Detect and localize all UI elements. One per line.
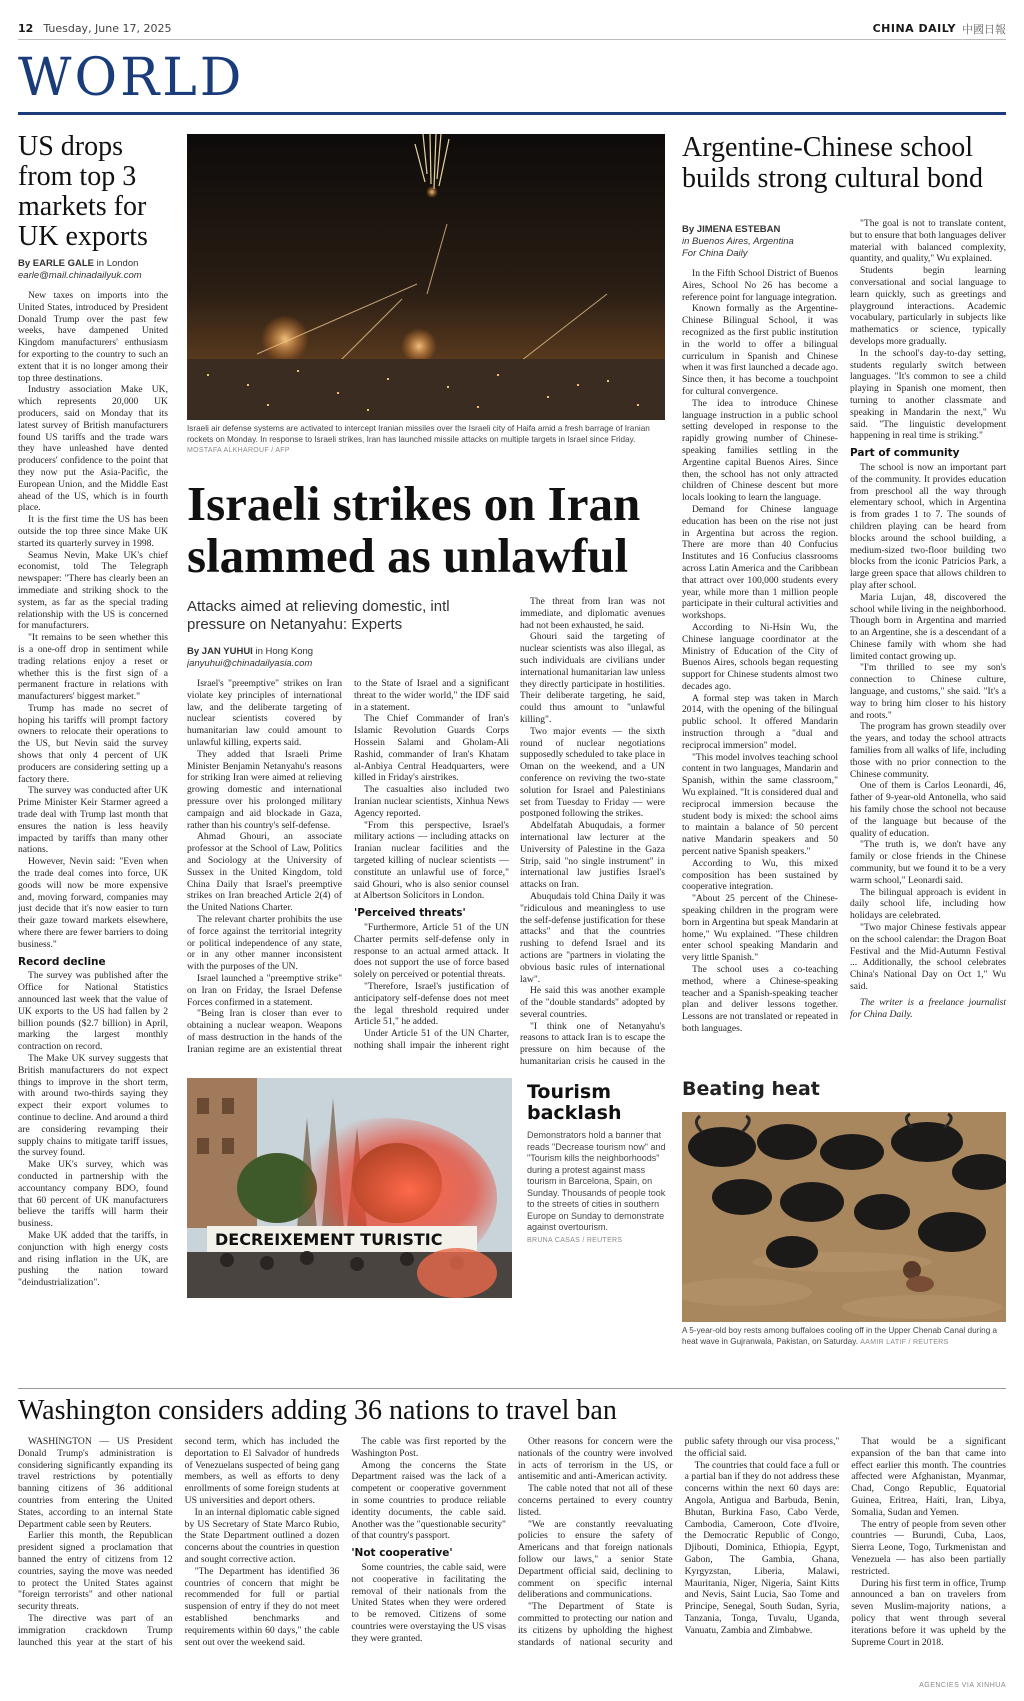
paragraph: Under Article 51 of the UN Charter, nothing shall impair the inherent right — [354, 1028, 509, 1051]
paragraph: Known formally as the Argentine-Chinese Bilingual School, it was recognized as the first public institution in the world to offer a bilingual curriculum in Spanish and Chinese when it was first launched a decade ago. Since then, it has become a touchpoint for cultural convergence. — [682, 303, 838, 397]
paragraph: "I'm thrilled to see my son's connection to Chinese culture, language, and customs," she said. "It's a way to bring him closer to his history and roots." — [850, 662, 1006, 721]
byline-name: By JIMENA ESTEBAN — [682, 224, 781, 235]
heat-photo — [682, 1112, 1006, 1322]
paragraph: Israel's "preemptive" strikes on Iran violate key principles of international law, and the deliberate targeting of nuclear scientists covered by humanitarian law could amount to unlawful killing, experts said. — [187, 678, 342, 748]
paragraph: Some countries, the cable said, were not cooperative in facilitating the removal of their nationals from the United States when they were ordered to be removed. Citizens of some countries were overstaying the US visas they were granted. — [351, 1561, 506, 1644]
paragraph: Ahmad Ghouri, an associate professor at the School of Law, Politics and Sociology at the University of Sussex in the United Kingdom, told China Daily that Israel's preemptive strikes on Iran breached Article 2(4) of the United Nations Charter. — [187, 831, 342, 914]
paragraph: "About 25 percent of the Chinese-speaking children in the program were born in Argentina but speak Mandarin at home," Wu explained. "These children enter school speaking Mandarin and very little Spanish." — [682, 893, 838, 964]
paragraph: Earlier this month, the Republican president signed a proclamation that banned the entry of citizens from 12 countries, saying the move was needed to protect the United States against "foreign terrorists" and other national security threats. — [18, 1530, 173, 1613]
paragraph: The cable was first reported by the Washington Post. — [351, 1436, 506, 1459]
paragraph: WASHINGTON — US President Donald Trump's administration is considering significantly expanding its travel restrictions by potentially banning citizens of 36 additional countries from entering the United States, according to an internal State Department cable seen by Reuters. — [18, 1436, 173, 1530]
byline-email: janyuhui@chinadailyasia.com — [187, 658, 313, 669]
lead-headline: Israeli strikes on Iran slammed as unlawful — [187, 476, 641, 583]
paragraph: According to Wu, this mixed composition has been sustained by cooperative integration. — [682, 857, 838, 893]
left-story — [18, 132, 168, 1508]
paragraph: The threat from Iran was not immediate, and diplomatic avenues had not been exhausted, he said. — [520, 596, 665, 631]
paragraph: Trump has made no secret of hoping his tariffs will prompt factory owners to relocate their operations to the US, but Nevin said the survey shows that only 4 percent of UK producers are considering setting up a factory there. — [18, 702, 168, 785]
tourism-title: Tourism backlash — [527, 1081, 622, 1124]
paragraph: "The goal is not to translate content, but to ensure that both languages deliver material with balanced complexity, quantity, and quality," Wu explained. — [850, 218, 1006, 265]
paragraph: He said this was another example of the "double standards" adopted by several countries. — [520, 985, 665, 1020]
heat-title: Beating heat — [682, 1078, 820, 1100]
paragraph: The Chief Commander of Iran's Islamic Revolution Guards Corps Hossein Salami and Gholam-Ali Rashid, commander of Iran's Khatam al-Anbiya Central Headquarters, were killed in Friday's airstrikes. — [354, 713, 509, 784]
tourism-sidebar — [527, 1082, 667, 1246]
paragraph: The program has grown steadily over the years, and today the school attracts families from all walks of life, including those with no prior connection to the Chinese community. — [850, 721, 1006, 780]
photo-credit: AAMIR LATIF / REUTERS — [860, 1338, 949, 1346]
paragraph: Make UK's survey, which was conducted in partnership with the accountancy company BDO, found that 60 percent of UK manufacturers believe the tariffs will harm their business. — [18, 1159, 168, 1230]
paragraph: Abuqudais told China Daily it was "ridiculous and meaningless to use the self-defense justification for these attacks" and that the countries rushing to defend Israel and its actions are "partners in violating the obvious basic rules of international law". — [520, 890, 665, 985]
paragraph: The relevant charter prohibits the use of force against the territorial integrity or political independence of any state, or in any other manner inconsistent with the purposes of the UN. — [187, 913, 342, 973]
buffaloes-canal-photo — [682, 1112, 1006, 1322]
lead-story-body — [187, 640, 509, 1060]
paragraph: A formal step was taken in March 2014, with the opening of the bilingual public school. It offered Mandarin instruction through a "dual and reciprocal immersion" model. — [682, 692, 838, 751]
section-title: WORLD — [18, 48, 245, 108]
barcelona-protest-photo — [187, 1078, 512, 1298]
paragraph: The survey was published after the Office for National Statistics announced last week that the value of UK exports to the US had fallen by 2 billion pounds ($2.7 billion) in April, marking the largest monthly contraction on record. — [18, 970, 168, 1053]
page-header — [18, 18, 1006, 40]
heat-caption — [682, 1326, 1006, 1348]
byline-place: in Buenos Aires, Argentina — [682, 236, 794, 247]
paragraph: Two major events — the sixth round of nuclear negotiations supposedly scheduled to take place in Oman on the weekend, and a UN conference on reviving the two-state solution for Israel and Palestinians set from Tuesday to Friday — were postponed following the strikes. — [520, 725, 665, 820]
travel-headline: Washington considers adding 36 nations to travel ban — [18, 1395, 617, 1426]
paragraph: They added that Israeli Prime Minister Benjamin Netanyahu's reasons for striking Iran were aimed at relieving growing domestic and international pressure over his prolonged military campaign and aid blockade in Gaza, rather than his country's self-defense. — [187, 748, 342, 831]
paragraph: New taxes on imports into the United States, introduced by President Donald Trump over the past few weeks, have dampened United Kingdom manufacturers' enthusiasm for exporting to the country to such an extent that it is no longer among their top three destinations. — [18, 290, 168, 384]
paragraph: Seamus Nevin, Make UK's chief economist, told The Telegraph newspaper: "There has clearly been an immediate and striking shock to the system, as far as the special trading relationship with the US is concerned for manufacturers. — [18, 549, 168, 632]
lead-photo-caption — [187, 424, 665, 457]
caption-text: Demonstrators hold a banner that reads "Decrease tourism now" and "Tourism kills the neighborhoods" during a protest against mass tourism in Barcelona, Spain, on Sunday. Thousands of people took to the streets of cities in southern Europe on Sunday to demonstrate against overtourism. — [527, 1130, 666, 1232]
paragraph: Israel launched a "preemptive strike" on Iran on Friday, the Israel Defense Forces confirmed in a statement. — [187, 972, 342, 1008]
paragraph: "The Department has identified 36 countries of concern that might be recommended for full or partial suspension of entry if they do not meet established benchmarks and requirements within 60 days," the cable sent out over the weekend said. — [184, 1565, 340, 1648]
page-number: 12 — [18, 22, 34, 35]
paragraph: The bilingual approach is evident in daily school life, including how holidays are celebrated. — [850, 886, 1006, 922]
paragraph: Students begin learning conversational and social language to learn quickly, such as greetings and playground interactions. Academic vocabulary, particularly in subjects like mathematics or science, typically develops more gradually. — [850, 265, 1006, 347]
byline-org: For China Daily — [682, 248, 748, 259]
paragraph: "The Department of State is committed to protecting our nation and its citizens by upholding the highest standards of national security and public safety through our visa process," the official said. — [517, 1436, 840, 1648]
paragraph: One of them is Carlos Leonardi, 46, father of 9-year-old Antonella, who said his family chose the school not because of the language but because of the quality of education. — [850, 780, 1006, 839]
subhead: 'Not cooperative' — [351, 1547, 453, 1560]
lead-story-right-column — [520, 596, 665, 1066]
travel-story-body — [18, 1436, 1006, 1676]
paragraph: "Therefore, Israel's justification of anticipatory self-defense does not meet the legal threshold required under Article 51," he added. — [354, 980, 509, 1028]
paragraph: That would be a significant expansion of the ban that came into effect earlier this month. The countries affected were Afghanistan, Myanmar, Chad, Congo Republic, Equatorial Guinea, Eritrea, Haiti, Iran, Libya, Somalia, Sudan and Yemen. — [851, 1436, 1006, 1518]
lead-byline — [187, 646, 509, 670]
byline-place: in London — [96, 258, 139, 269]
photo-credit: BRUNA CASAS / REUTERS — [527, 1236, 623, 1244]
paragraph: Maria Lujan, 48, discovered the school while living in the neighborhood. Though born in Argentina and married to an Argentine, she is a descendant of a Chinese family with whom she had limited contact growing up. — [850, 591, 1006, 662]
paragraph: Abdelfatah Abuqudais, a former international law lecturer at the University of Palestine in the Gaza Strip, said "no single instrument" in international law justifies Israel's attacks on Iran. — [520, 820, 665, 891]
paragraph: The school is now an important part of the community. It provides education from preschool all the way through elementary school, which in Argentina is from grades 1 to 7. The sounds of children playing can be heard from blocks around the school building, a medium-sized two-floor building two blocks from the iconic Patricios Park, a large green space that allows children to play after school. — [850, 461, 1006, 591]
paragraph: Among the concerns the State Department raised was the lack of a competent or cooperative government in some countries to produce reliable identity documents, the cable said. Another was the "questionable security" of that country's passport. — [351, 1459, 506, 1542]
paragraph: "It remains to be seen whether this is a one-off drop in sentiment while trading relations enjoy a reset or whether this is the first sign of a permanent fracture in relations with manufacturers' biggest market." — [18, 632, 168, 703]
issue-date: Tuesday, June 17, 2025 — [43, 22, 172, 35]
travel-credit: AGENCIES VIA XINHUA — [919, 1682, 1006, 1689]
tourism-caption — [527, 1130, 667, 1246]
paragraph: "This model involves teaching school content in two languages, Mandarin and Spanish, within the same classroom," Wu explained. "It is considered dual and reciprocal immersion because the student body is mixed: the school aims to maintain a balance of 50 percent native Mandarin speakers and 50 percent native Spanish speakers." — [682, 751, 838, 858]
lead-subheadline: Attacks aimed at relieving domestic, intl pressure on Netanyahu: Experts — [187, 598, 450, 633]
paragraph: During his first term in office, Trump announced a ban on travelers from seven Muslim-majority nations, a policy that went through several iterations before it was upheld by the Supreme Court in 2018. — [851, 1577, 1006, 1648]
protest-banner-text: DECREIXEMENT TURISTIC — [215, 1230, 443, 1249]
lead-photo — [187, 134, 665, 420]
lead-story-columns — [187, 678, 509, 1058]
byline-name: By JAN YUHUI — [187, 646, 253, 657]
paragraph: Make UK added that the tariffs, in conjunction with high energy costs and rising inflation in the UK, are pushing the nation toward "deindustrialization". — [18, 1229, 168, 1289]
paragraph: Ghouri said the targeting of nuclear scientists was also illegal, as such individuals are civilians under international humanitarian law unless they directly participate in hostilities. Their deliberate targeting, he said, could thus amount to "unlawful killing". — [520, 631, 665, 725]
brand-name: CHINA DAILY — [872, 22, 956, 35]
subhead: Record decline — [18, 955, 106, 968]
paragraph: In the school's day-to-day setting, students regularly switch between languages. "It's common to see a child playing in Spanish one moment, then turning to another classmate and speaking in Mandarin the next," Wu said. "The linguistic development happening in real time is striking." — [850, 347, 1006, 442]
subhead: Part of community — [850, 447, 960, 460]
right-story — [682, 132, 1006, 194]
paragraph: The school uses a co-teaching method, where a Chinese-speaking teacher and a Spanish-speaking teacher plan and deliver lessons together. Lessons are not translated or repeated in both languages. — [682, 964, 838, 1034]
paragraph: However, Nevin said: "Even when the trade deal comes into force, UK goods will now be more expensive and, moving forward, companies may just decide that it's now easier to turn their gaze toward markets elsewhere, where there are fewer barriers to doing business." — [18, 856, 168, 950]
right-story-body — [682, 218, 1006, 1066]
byline-place: in Hong Kong — [255, 646, 314, 657]
paragraph: The entry of people from seven other countries — Burundi, Cuba, Laos, Sierra Leone, Togo, Turkmenistan and Venezuela — has also been partially restricted. — [851, 1518, 1006, 1577]
paragraph: The Make UK survey suggests that British manufacturers do not expect things to improve in the short term, with around two-thirds saying they expect their export volumes to continue to decline. And around a third are considering revamping their supply chains to mitigate tariff issues, the survey found. — [18, 1053, 168, 1159]
byline-email: earle@mail.chinadailyuk.com — [18, 270, 142, 281]
paragraph: "We are constantly reevaluating policies to ensure the safety of Americans and that foreign nationals follow our laws," a senior State Department official said, declining to comment on specific internal deliberations and communications. — [517, 1518, 673, 1601]
section-divider — [18, 112, 1006, 115]
paragraph: The directive was part of an immigration crackdown Trump launched this year at the start of his second term, which has included the deportation to El Salvador of hundreds of Venezuelans suspected of being gang members, as well as efforts to deny enrollments of some foreign students at US universities and deport others. — [18, 1436, 340, 1648]
paragraph: The casualties also included two Iranian nuclear scientists, Xinhua News Agency reported. — [354, 784, 509, 819]
tourism-photo — [187, 1078, 512, 1298]
left-story-body — [18, 290, 168, 1508]
photo-credit: MOSTAFA ALKHAROUF / AFP — [187, 447, 290, 454]
paragraph: "From this perspective, Israel's military actions — including attacks on Iranian nuclear facilities and the targeted killing of nuclear scientists — constitute an unlawful use of force," said Ghouri, who is also senior counsel at Albertson Solicitors in London. — [354, 819, 509, 902]
paragraph: The survey was conducted after UK Prime Minister Keir Starmer agreed a trade deal with Trump last month that ensures the nation is less heavily impacted by tariffs than many other nations. — [18, 785, 168, 856]
subhead: 'Perceived threats' — [354, 907, 466, 920]
left-story-byline — [18, 258, 168, 282]
byline-name: By EARLE GALE — [18, 258, 95, 269]
paragraph: Industry association Make UK, which represents 20,000 UK producers, said on Monday that its latest survey of British manufacturers found US tariffs and the trade wars they have unleashed have dented producers' confidence to the point that they now put the Asia-Pacific, the European Union, and the Middle East ahead of the US, which is in fourth place. — [18, 384, 168, 514]
paragraph: The idea to introduce Chinese language instruction in a public school setting developed in response to the rapidly growing number of Chinese-speaking families settling in the Argentine capital Buenos Aires. Since then, the school has not only attracted children of Chinese descent but more locals looking to learn the language. — [682, 397, 838, 504]
paragraph: "Two major Chinese festivals appear on the school calendar: the Dragon Boat Festival and the Mid-Autumn Festival ... Additionally, the school celebrates China's National Day on Oct 1," Wu said. — [850, 922, 1006, 992]
bottom-divider — [18, 1388, 1006, 1389]
paragraph: In an internal diplomatic cable signed by US Secretary of State Marco Rubio, the State Department outlined a dozen concerns about the countries in question and sought corrective action. — [184, 1506, 340, 1565]
paragraph: According to Ni-Hsin Wu, the Chinese language coordinator at the Ministry of Education of the City of Buenos Aires, schools began requesting support for Chinese students almost two decades ago. — [682, 621, 838, 692]
caption-text: Israeli air defense systems are activated to intercept Iranian missiles over the Israeli city of Haifa amid a fresh barrage of Iranian rockets on Monday. In response to Israeli strikes, Iran has launched missile attacks on multiple targets in Israel since Friday. — [187, 424, 650, 444]
right-story-byline — [682, 224, 838, 260]
right-story-headline: Argentine-Chinese school builds strong cultural bond — [682, 132, 983, 194]
paragraph: "The truth is, we don't have any family or close friends in the Chinese community, but we found it to be a very warm school," Leonardi said. — [850, 839, 1006, 886]
brand-name-chinese: 中國日報 — [962, 22, 1006, 36]
caption-text: A 5-year-old boy rests among buffaloes cooling off in the Upper Chenab Canal during a heat wave in Gujranwala, Pakistan, on Saturday. — [682, 1326, 998, 1346]
writer-note: The writer is a freelance journalist for China Daily. — [850, 996, 1006, 1020]
paragraph: In the Fifth School District of Buenos Aires, School No 26 has become a reference point for language integration. — [682, 268, 838, 303]
paragraph: The cable noted that not all of these concerns pertained to every country listed. — [517, 1483, 673, 1518]
paragraph: Demand for Chinese language education has been on the rise not just in Argentina but across the region. There are more than 40 Confucius Institutes and 16 Confucius classrooms across Latin America and the Caribbean that attract over 100,000 students every year, while more than 1 million people participate in their cultural activities and workshops. — [682, 503, 838, 622]
paragraph: Other reasons for concern were the nationals of the country were involved in acts of terrorism in the US, or antisemitic and anti-American activity. — [517, 1436, 673, 1483]
paragraph: "I think one of Netanyahu's reasons to attack Iran is to escape the pressure on him because of the humanitarian crisis he caused in the — [520, 1020, 665, 1066]
paragraph: "Being Iran is closer than ever to obtaining a nuclear weapon. Weapons of mass destruction in the hands of the Iranian regime are an existential threat to the State of Israel and a significant threat to the wider world," the IDF said in a statement. — [187, 678, 509, 1055]
missile-interception-photo — [187, 134, 665, 420]
paragraph: It is the first time the US has been outside the top three since Make UK started its quarterly survey in 1998. — [18, 514, 168, 549]
left-story-headline: US drops from top 3 markets for UK exports — [18, 131, 148, 252]
paragraph: "Furthermore, Article 51 of the UN Charter permits self-defense only in response to an actual armed attack. It does not support the use of force based solely on perceived or potential threats. — [354, 921, 509, 981]
paragraph: The countries that could face a full or a partial ban if they do not address these concerns within the next 60 days are: Angola, Antigua and Barbuda, Benin, Bhutan, Burkina Faso, Cabo Verde, Cambodia, Cameroon, Cote d'Ivoire, the Democratic Republic of Congo, Djibouti, Dominica, Ethiopia, Egypt, Gabon, The Gambia, Ghana, Kyrgyzstan, Liberia, Malawi, Mauritania, Niger, Nigeria, Saint Kitts and Nevis, Saint Lucia, Sao Tome and Principe, Senegal, South Sudan, Syria, Tanzania, Tonga, Tuvalu, Uganda, Vanuatu, Zambia and Zimbabwe. — [684, 1459, 840, 1636]
